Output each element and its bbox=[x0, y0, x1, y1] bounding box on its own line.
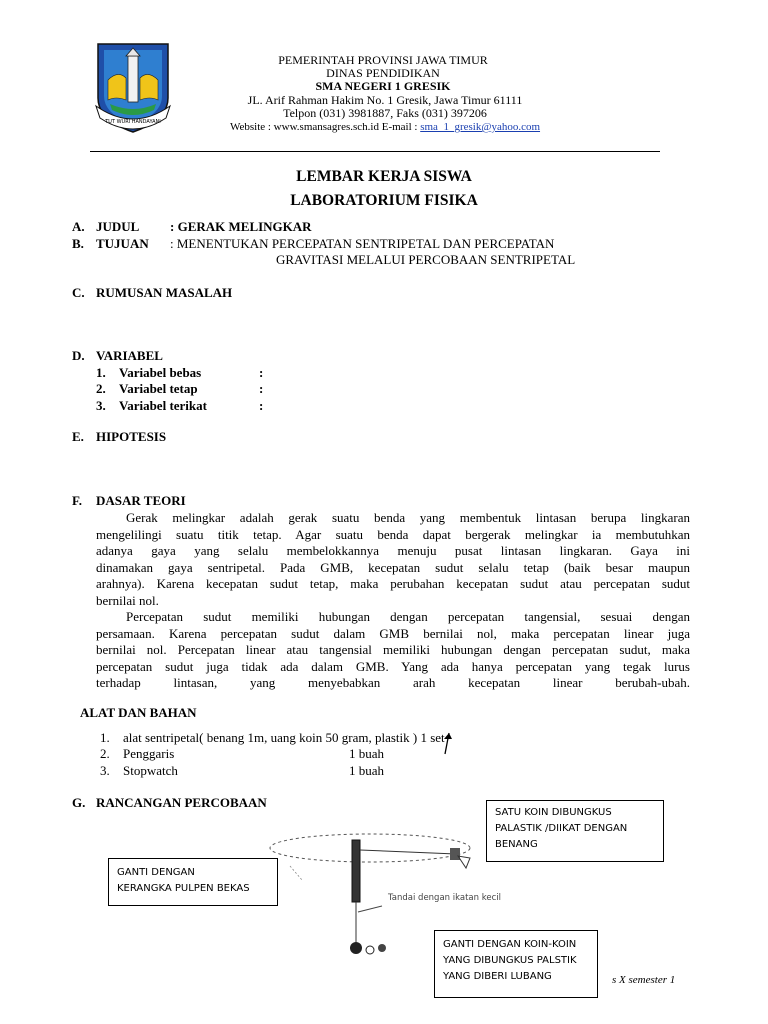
letterhead-contact bbox=[170, 121, 600, 134]
callout-coin-line-2: PALASTIK /DIIKAT DENGAN bbox=[495, 823, 628, 834]
section-g-label: RANCANGAN PERCOBAAN bbox=[96, 795, 267, 810]
section-b-value-1: : MENENTUKAN PERCEPATAN SENTRIPETAL DAN PERCEPATAN bbox=[170, 236, 555, 251]
callout-coin-line-3: BENANG bbox=[495, 839, 538, 850]
theory-p1-line-2: mengelilingi suatu titik tetap. Agar suatu benda dapat bergerak melingkar ia membutuhkan bbox=[96, 527, 690, 542]
callout-pen-frame bbox=[108, 858, 278, 906]
equipment-qty-3: 1 buah bbox=[349, 763, 385, 778]
callout-coins-line-3: YANG DIBERI LUBANG bbox=[443, 971, 552, 982]
theory-p2-line-4: percepatan sudut juga tidak ada dalam GMB. Yang ada hanya percepatan yang tegak lurus bbox=[96, 659, 690, 674]
section-c-letter: C. bbox=[72, 285, 85, 300]
variable-num-1: 1. bbox=[96, 365, 106, 380]
variable-label-2: Variabel tetap bbox=[119, 381, 198, 396]
variable-label-3: Variabel terikat bbox=[119, 398, 207, 413]
letterhead-phone: Telpon (031) 3981887, Faks (031) 397206 bbox=[283, 106, 487, 120]
callout-coins-line-2: YANG DIBUNGKUS PALSTIK bbox=[443, 955, 577, 966]
theory-p2-line-5: terhadap lintasan, yang menyebabkan arah kecepatan linear berubah-ubah. bbox=[96, 675, 690, 690]
section-e-label: HIPOTESIS bbox=[96, 429, 167, 444]
theory-p2-line-1: Percepatan sudut memiliki hubungan dengan percepatan tangensial, sesuai dengan bbox=[126, 609, 690, 624]
letterhead-line-1: PEMERINTAH PROVINSI JAWA TIMUR bbox=[278, 53, 488, 67]
section-g-letter: G. bbox=[72, 795, 86, 810]
theory-p1-line-1: Gerak melingkar adalah gerak suatu benda yang membentuk lintasan berupa lingkaran bbox=[126, 510, 690, 525]
section-c-label: RUMUSAN MASALAH bbox=[96, 285, 233, 300]
diagram-annotation: Tandai dengan ikatan kecil bbox=[388, 893, 501, 903]
letterhead-line-2: DINAS PENDIDIKAN bbox=[326, 66, 440, 80]
section-b-value-2: GRAVITASI MELALUI PERCOBAAN SENTRIPETAL bbox=[276, 252, 576, 267]
equipment-text-2: Penggaris bbox=[123, 746, 175, 761]
theory-p1-line-4: dinamakan gaya sentripetal. Pada GMB, kecepatan sudut selalu tetap (baik besar maupun bbox=[96, 560, 690, 575]
section-f-label: DASAR TEORI bbox=[96, 493, 186, 508]
website-text: Website : www.smansagres.sch.id E-mail : bbox=[229, 121, 421, 133]
theory-p1-line-3: adanya gaya yang selalu membelokkannya menuju pusat lintasan lingkaran. Gaya ini bbox=[96, 543, 690, 558]
section-b-letter: B. bbox=[72, 236, 84, 251]
equipment-num-2: 2. bbox=[100, 746, 110, 761]
letterhead-address: JL. Arif Rahman Hakim No. 1 Gresik, Jawa Timur 61111 bbox=[247, 93, 523, 107]
letterhead-divider bbox=[90, 151, 660, 152]
variable-colon-1: : bbox=[259, 365, 264, 380]
section-a-value: : GERAK MELINGKAR bbox=[170, 219, 312, 234]
section-b-label: TUJUAN bbox=[96, 236, 149, 251]
callout-coin-line-1: SATU KOIN DIBUNGKUS bbox=[495, 807, 612, 818]
callout-coins-line-1: GANTI DENGAN KOIN-KOIN bbox=[443, 939, 577, 950]
equipment-text-3: Stopwatch bbox=[123, 763, 178, 778]
section-a-label: JUDUL bbox=[96, 219, 140, 234]
section-f-letter: F. bbox=[72, 493, 82, 508]
section-e-letter: E. bbox=[72, 429, 84, 444]
section-d-letter: D. bbox=[72, 348, 85, 363]
callout-coin-wrapped bbox=[486, 800, 664, 862]
theory-p2-line-3: bernilai nol. Percepatan linear atau tangensial memiliki hubungan dengan percepatan sudut, maka bbox=[96, 642, 690, 657]
logo-banner-text: TUT WURI HANDAYANI bbox=[105, 119, 161, 125]
equipment-num-3: 3. bbox=[100, 763, 110, 778]
equipment-num-1: 1. bbox=[100, 730, 110, 745]
callout-pen-line-2: KERANGKA PULPEN BEKAS bbox=[117, 883, 250, 894]
equipment-qty-2: 1 buah bbox=[349, 746, 385, 761]
letterhead-school-name: SMA NEGERI 1 GRESIK bbox=[315, 79, 451, 93]
worksheet-title: LEMBAR KERJA SISWA bbox=[296, 168, 472, 185]
theory-p2-line-2: persamaan. Karena percepatan sudut dalam GMB bernilai nol, maka percepatan linear juga bbox=[96, 626, 690, 641]
variable-colon-2: : bbox=[259, 381, 264, 396]
theory-p1-line-5: arahnya). Karena kecepatan sudut tetap, maka perubahan kecepatan sudut atau percepatan sudut bbox=[96, 576, 690, 591]
variable-num-3: 3. bbox=[96, 398, 106, 413]
theory-p1-line-6: bernilai nol. bbox=[96, 593, 159, 608]
variable-colon-3: : bbox=[259, 398, 264, 413]
school-logo bbox=[92, 40, 174, 136]
email-link[interactable]: sma_1_gresik@yahoo.com bbox=[420, 121, 541, 133]
section-d-label: VARIABEL bbox=[96, 348, 163, 363]
callout-pen-line-1: GANTI DENGAN bbox=[117, 867, 195, 878]
callout-coins-wrapped bbox=[434, 930, 598, 998]
lab-title: LABORATORIUM FISIKA bbox=[290, 192, 478, 209]
cursor-arrow-icon bbox=[440, 732, 456, 758]
equipment-text-1: alat sentripetal( benang 1m, uang koin 50 gram, plastik ) 1 set bbox=[123, 730, 445, 745]
variable-label-1: Variabel bebas bbox=[119, 365, 202, 380]
equipment-heading: ALAT DAN BAHAN bbox=[80, 705, 197, 720]
footer-fragment: s X semester 1 bbox=[612, 974, 676, 986]
variable-num-2: 2. bbox=[96, 381, 106, 396]
section-a-letter: A. bbox=[72, 219, 85, 234]
